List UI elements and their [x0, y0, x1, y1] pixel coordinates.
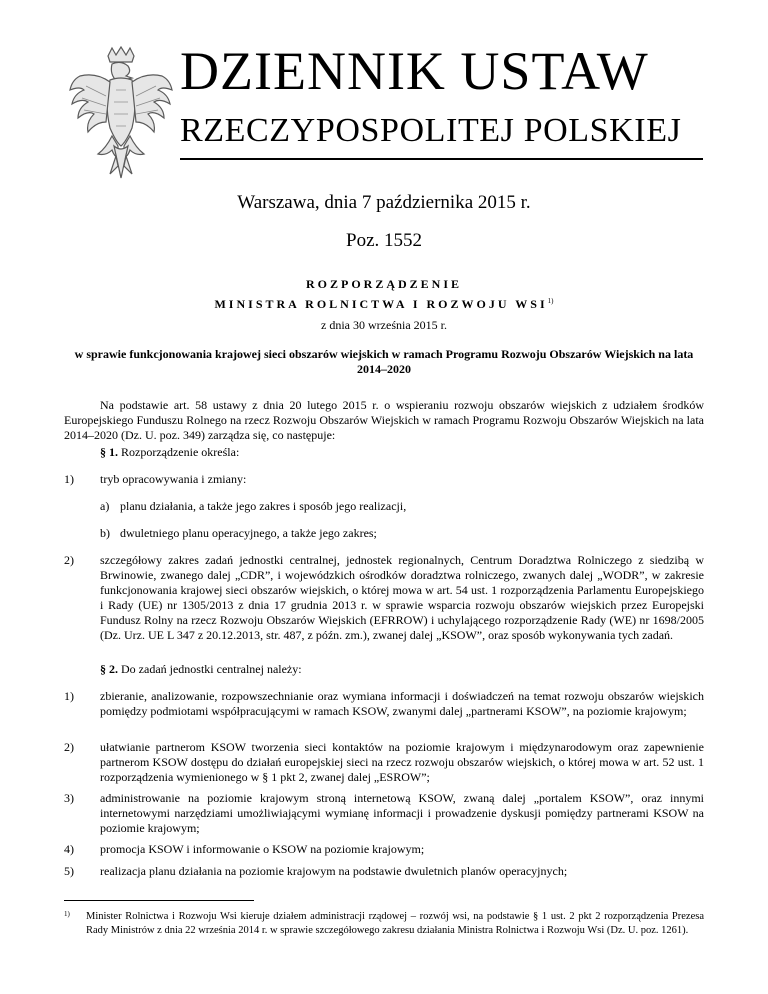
act-issuer-text: MINISTRA ROLNICTWA I ROZWOJU WSI — [214, 297, 548, 311]
item-number: 1) — [64, 472, 74, 486]
publication-date: Warszawa, dnia 7 października 2015 r. — [237, 192, 531, 213]
act-subject: w sprawie funkcjonowania krajowej sieci obszarów wiejskich w ramach Programu Rozwoju Obszarów Wiejskich na lata 2014–2020 — [74, 347, 694, 376]
act-type: ROZPORZĄDZENIE — [305, 277, 463, 291]
footnote-number: 1) — [64, 910, 70, 918]
item-text: ułatwianie partnerom KSOW tworzenia sieci kontaktów na poziomie krajowym i międzynarodowym oraz zapewnienie partnerom KSOW dostępu do działań europejskiej sieci na rzecz rozwoju obszarów wiejskich, o której mowa w art. 52 ust. 1 rozporządzenia wymienionego w § 1 pkt 2, zwanej dalej „ESROW”; — [100, 740, 704, 784]
act-issuer — [0, 297, 768, 312]
section-2-heading — [100, 662, 302, 677]
item-text: szczegółowy zakres zadań jednostki centralnej, jednostek regionalnych, Centrum Doradztwa Rolniczego z siedzibą w Brwinowie, zwanego dalej „CDR”, i wojewódzkich ośrodków doradztwa rolniczego, zwanych dalej „WODR”, w zakresie funkcjonowania krajowej sieci obszarów wiejskich, o której mowa w art. 54 ust. 1 rozporządzenia Parlamentu Europejskiego i Rady (UE) nr 1305/2013 z dnia 17 grudnia 2013 r. w sprawie wsparcia rozwoju obszarów wiejskich przez Europejski Fundusz Rolny na rzecz Rozwoju Obszarów Wiejskich (EFRROW) i uchylającego rozporządzenie Rady (WE) nr 1698/2005 (Dz. Urz. UE L 347 z 20.12.2013, str. 487, z późn. zm.), zwanej dalej „KSOW”, oraz sposób wykonywania tych zadań. — [100, 553, 704, 642]
item-text: realizacja planu działania na poziomie krajowym na podstawie dwuletnich planów operacyjnych; — [100, 864, 568, 878]
section-1-text: Rozporządzenie określa: — [121, 445, 240, 459]
masthead-rule — [180, 158, 703, 160]
footnote-rule — [64, 900, 254, 901]
section-1-subitem-a — [100, 499, 406, 514]
section-1-mark: § 1. — [100, 445, 118, 459]
subitem-text: dwuletniego planu operacyjnego, a także jego zakres; — [120, 526, 377, 540]
footnote-text: Minister Rolnictwa i Rozwoju Wsi kieruje działem administracji rządowej – rozwój wsi, na podstawie § 1 ust. 2 pkt 2 rozporządzenia Prezesa Rady Ministrów z dnia 22 września 2014 r. w sprawie szczegółowego zakresu działania Ministra Rolnictwa i Rozwoju Wsi (Dz. U. poz. 1261). — [86, 911, 704, 936]
subitem-text: planu działania, a także jego zakres i sposób jego realizacji, — [120, 499, 407, 513]
section-2-mark: § 2. — [100, 662, 118, 676]
polish-eagle-icon — [66, 46, 176, 186]
item-text: promocja KSOW i informowanie o KSOW na poziomie krajowym; — [100, 842, 425, 856]
issuer-footnote-ref[interactable]: 1) — [547, 297, 554, 305]
item-number: 2) — [64, 740, 74, 754]
item-number: 5) — [64, 864, 74, 878]
item-text: zbieranie, analizowanie, rozpowszechnianie oraz wymiana informacji i doświadczeń na temat rozwoju obszarów wiejskich pomiędzy podmiotami współpracującymi w ramach KSOW, zwanymi dalej „partnerami KSOW”, na poziomie krajowym; — [100, 689, 704, 718]
position-number: Poz. 1552 — [346, 230, 422, 251]
item-text: tryb opracowywania i zmiany: — [100, 472, 247, 486]
section-1-subitem-b — [100, 526, 377, 541]
item-number: 3) — [64, 791, 74, 805]
gazette-title: DZIENNIK USTAW — [180, 41, 649, 101]
item-number: 1) — [64, 689, 74, 703]
item-number: 4) — [64, 842, 74, 856]
section-2-text: Do zadań jednostki centralnej należy: — [121, 662, 302, 676]
section-1-heading — [100, 445, 239, 460]
preamble: Na podstawie art. 58 ustawy z dnia 20 lutego 2015 r. o wspieraniu rozwoju obszarów wiejskich z udziałem środków Europejskiego Funduszu Rolnego na rzecz Rozwoju Obszarów Wiejskich w ramach Programu Rozwoju Obszarów Wiejskich na lata 2014–2020 (Dz. U. poz. 349) zarządza się, co następuje: — [64, 398, 704, 442]
gazette-subtitle: RZECZYPOSPOLITEJ POLSKIEJ — [180, 112, 682, 149]
subitem-number: b) — [100, 526, 110, 540]
act-date: z dnia 30 września 2015 r. — [321, 318, 447, 332]
item-text: administrowanie na poziomie krajowym stroną internetową KSOW, zwaną dalej „portalem KSOW”, oraz innymi internetowymi narzędziami umożliwiającymi wymianę informacji i prowadzenie dyskusji pomiędzy partnerami KSOW na poziomie krajowym; — [100, 791, 704, 835]
subitem-number: a) — [100, 499, 110, 513]
item-number: 2) — [64, 553, 74, 567]
